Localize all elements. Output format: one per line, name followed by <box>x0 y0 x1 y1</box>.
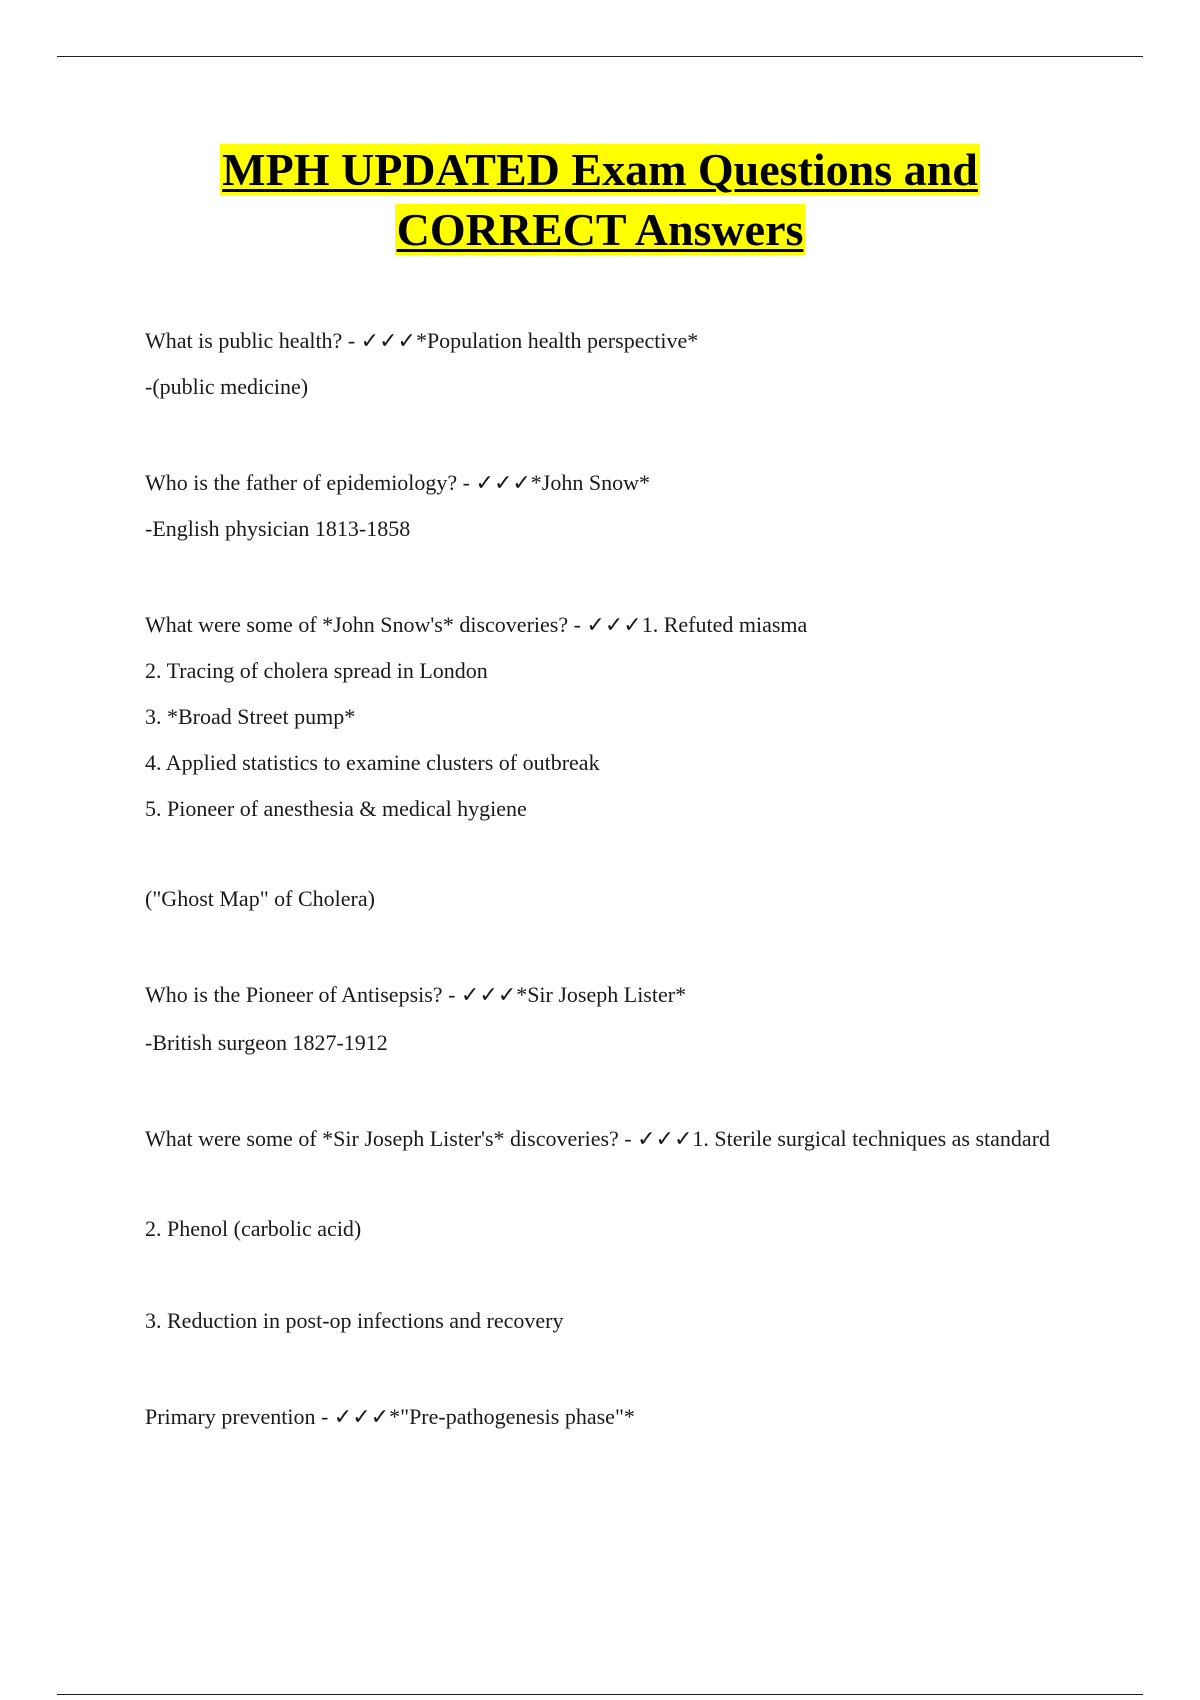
document-body <box>145 328 1065 1430</box>
question-6: Primary prevention - ✓✓✓*"Pre-pathogenesis phase"* <box>145 1404 635 1429</box>
answer-4-detail: -British surgeon 1827-1912 <box>145 1030 388 1055</box>
answer-3-item-2: 2. Tracing of cholera spread in London <box>145 658 488 683</box>
question-2: Who is the father of epidemiology? - ✓✓✓*John Snow* <box>145 470 650 495</box>
answer-1-detail: -(public medicine) <box>145 374 309 399</box>
answer-5-item-2: 2. Phenol (carbolic acid) <box>145 1216 362 1241</box>
question-1: What is public health? - ✓✓✓*Population health perspective* <box>145 328 699 353</box>
document-title <box>0 140 1200 260</box>
answer-3-item-4: 4. Applied statistics to examine clusters of outbreak <box>145 750 600 775</box>
title-line-1: MPH UPDATED Exam Questions and <box>222 144 978 195</box>
top-rule <box>57 56 1143 57</box>
title-line-2: CORRECT Answers <box>396 204 804 255</box>
answer-3-note: ("Ghost Map" of Cholera) <box>145 886 375 911</box>
answer-2-detail: -English physician 1813-1858 <box>145 516 411 541</box>
question-5: What were some of *Sir Joseph Lister's* discoveries? - ✓✓✓1. Sterile surgical techniques as standard <box>145 1126 1051 1151</box>
answer-3-item-3: 3. *Broad Street pump* <box>145 704 356 729</box>
answer-3-item-5: 5. Pioneer of anesthesia & medical hygiene <box>145 796 527 821</box>
bottom-rule <box>57 1694 1143 1695</box>
answer-5-item-3: 3. Reduction in post-op infections and recovery <box>145 1308 564 1333</box>
question-3: What were some of *John Snow's* discoveries? - ✓✓✓1. Refuted miasma <box>145 612 808 637</box>
question-4: Who is the Pioneer of Antisepsis? - ✓✓✓*Sir Joseph Lister* <box>145 982 687 1007</box>
